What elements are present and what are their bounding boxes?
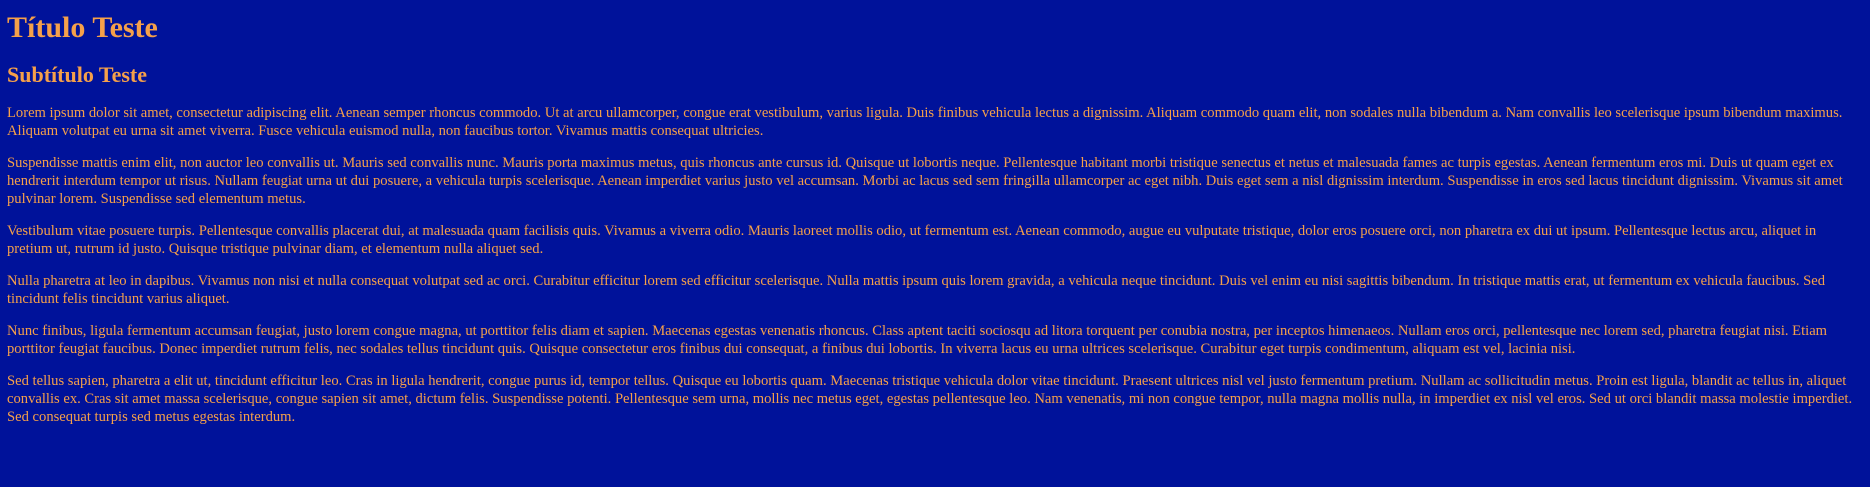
page-content bbox=[0, 12, 1870, 426]
paragraph-3: Vestibulum vitae posuere turpis. Pellentesque convallis placerat dui, at malesuada quam facilisis quis. Vivamus a viverra odio. Mauris laoreet mollis odio, ut fermentum est. Aenean commodo, augue eu vulputate tristique, dolor eros posuere orci, non pharetra ex dui ut ipsum. Pellentesque lectus arcu, aliquet in pretium ut, rutrum id justo. Quisque tristique pulvinar diam, et elementum nulla aliquet sed. bbox=[7, 223, 1817, 257]
page-subtitle: Subtítulo Teste bbox=[7, 62, 147, 87]
paragraph-2: Suspendisse mattis enim elit, non auctor leo convallis ut. Mauris sed convallis nunc. Mauris porta maximus metus, quis rhoncus ante cursus id. Quisque ut lobortis neque. Pellentesque habitant morbi tristique senectus et netus et malesuada fames ac turpis egestas. Aenean fermentum eros mi. Duis ut quam eget ex hendrerit interdum tempor ut risus. Nullam feugiat urna ut dui posuere, a vehicula turpis scelerisque. Aenean imperdiet varius justo vel accumsan. Morbi ac lacus sed sem fringilla ullamcorper ac eget nibh. Duis eget sem a nisl dignissim interdum. Suspendisse in eros sed lacus tincidunt dignissim. Vivamus sit amet pulvinar lorem. Suspendisse sed elementum metus. bbox=[7, 155, 1843, 207]
paragraph-4: Nulla pharetra at leo in dapibus. Vivamus non nisi et nulla consequat volutpat sed ac orci. Curabitur efficitur lorem sed efficitur scelerisque. Nulla mattis ipsum quis lorem gravida, a vehicula neque tincidunt. Duis vel enim eu nisi sagittis bibendum. In tristique mattis erat, ut fermentum ex vehicula faucibus. Sed tincidunt felis tincidunt varius aliquet. bbox=[7, 273, 1826, 307]
paragraph-1: Lorem ipsum dolor sit amet, consectetur adipiscing elit. Aenean semper rhoncus commodo. Ut at arcu ullamcorper, congue erat vestibulum, varius ligula. Duis finibus vehicula lectus a dignissim. Aliquam commodo quam elit, non sodales nulla bibendum a. Nam convallis leo scelerisque ipsum bibendum maximus. Aliquam volutpat eu urna sit amet viverra. Fusce vehicula euismod nulla, non faucibus tortor. Vivamus mattis consequat ultricies. bbox=[7, 105, 1843, 139]
page-title: Título Teste bbox=[7, 11, 158, 44]
paragraph-6: Sed tellus sapien, pharetra a elit ut, tincidunt efficitur leo. Cras in ligula hendrerit, congue purus id, tempor tellus. Quisque eu lobortis quam. Maecenas tristique vehicula dolor vitae tincidunt. Praesent ultrices nisl vel justo fermentum pretium. Nullam ac sollicitudin metus. Proin est ligula, blandit ac tellus in, aliquet convallis ex. Cras sit amet massa scelerisque, congue sapien sit amet, dictum felis. Suspendisse potenti. Pellentesque sem urna, mollis nec metus eget, egestas pellentesque leo. Nam venenatis, mi non congue tempor, nulla magna mollis nulla, in imperdiet ex nisl vel eros. Sed ut orci blandit massa molestie imperdiet. Sed consequat turpis sed metus egestas interdum. bbox=[7, 373, 1853, 425]
paragraph-5: Nunc finibus, ligula fermentum accumsan feugiat, justo lorem congue magna, ut porttitor felis diam et sapien. Maecenas egestas venenatis rhoncus. Class aptent taciti sociosqu ad litora torquent per conubia nostra, per inceptos himenaeos. Nullam eros orci, pellentesque nec lorem sed, pharetra feugiat nisi. Etiam porttitor feugiat faucibus. Donec imperdiet rutrum felis, nec sodales tellus tincidunt quis. Quisque consectetur eros finibus dui consequat, a finibus dui lobortis. In viverra lacus eu urna ultrices scelerisque. Curabitur eget turpis condimentum, aliquam est vel, lacinia nisi. bbox=[7, 323, 1828, 357]
